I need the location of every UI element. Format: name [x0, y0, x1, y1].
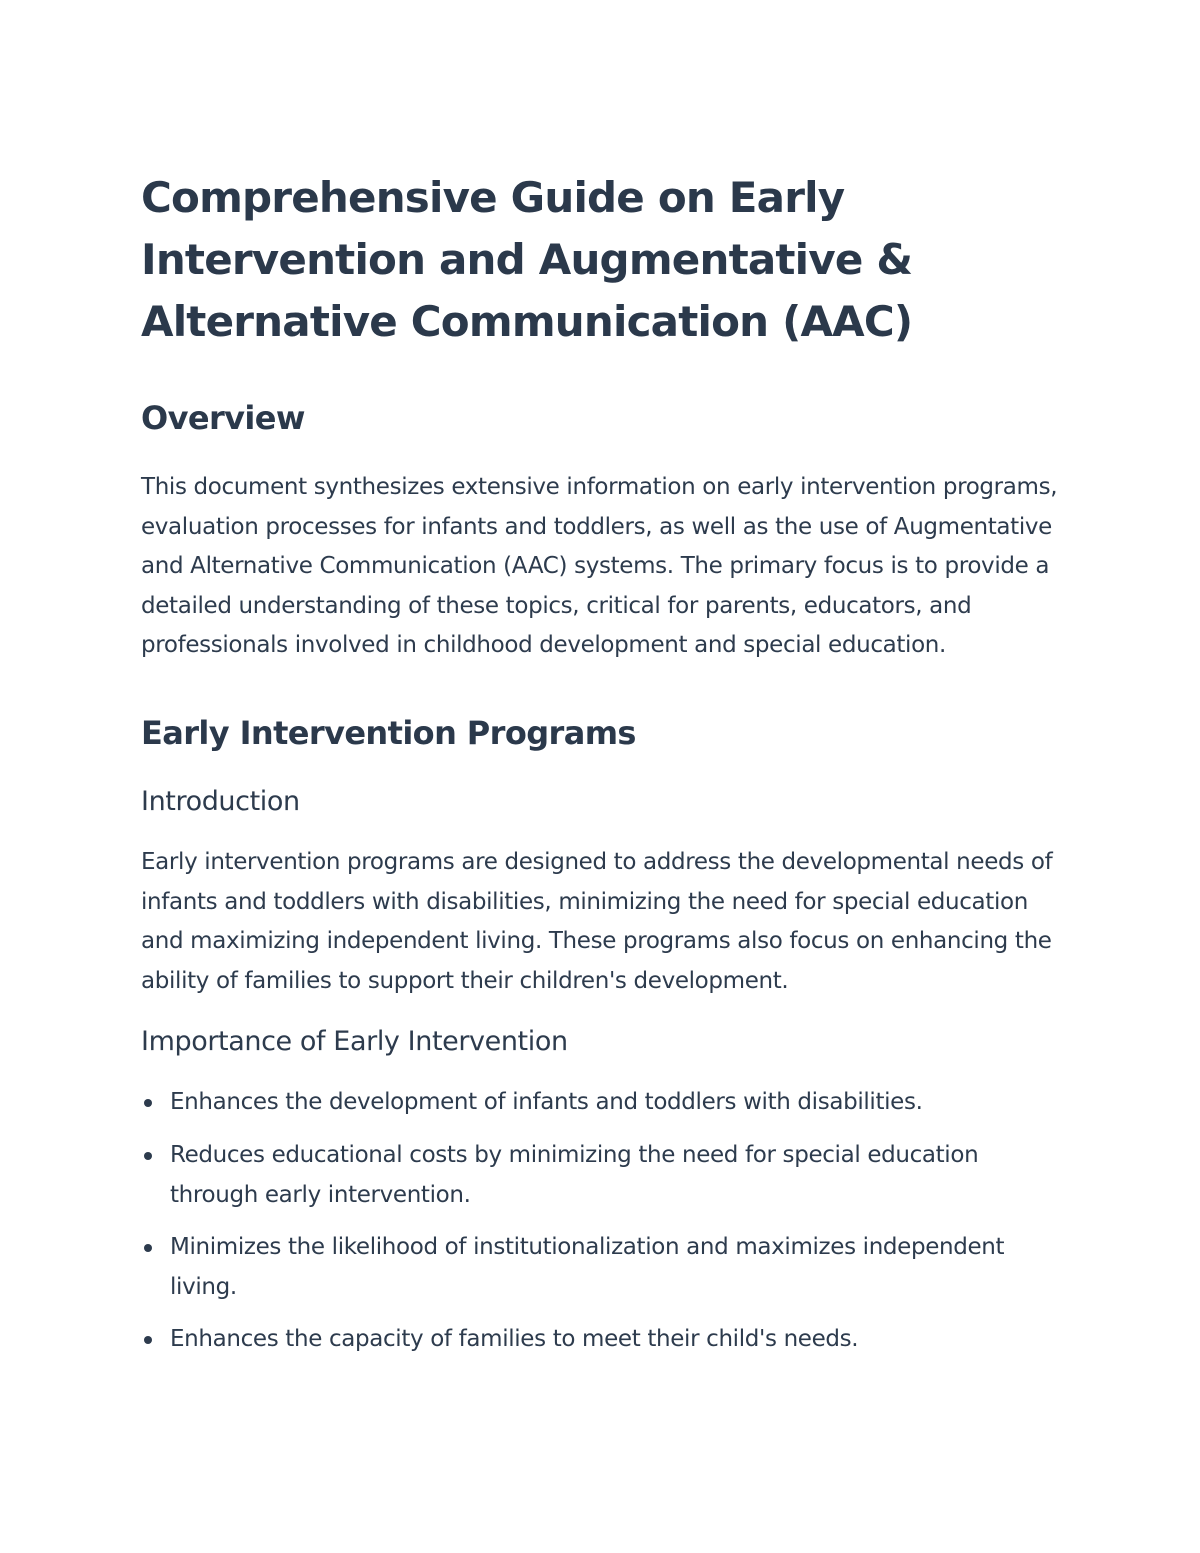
document-title: Comprehensive Guide on Early Intervention and Augmentative & Alternative Communication (AAC)	[141, 173, 913, 346]
list-item	[141, 1228, 1071, 1307]
overview-heading: Overview	[141, 399, 305, 437]
introduction-paragraph: Early intervention programs are designed to address the developmental needs of infants and toddlers with disabilities, minimizing the need for special education and maximizing independent living. These programs also focus on enhancing the ability of families to support their children's development.	[141, 848, 1053, 994]
document-page	[141, 167, 1071, 1373]
importance-heading: Importance of Early Intervention	[141, 1026, 568, 1058]
list-item-text: Enhances the capacity of families to meet their child's needs.	[170, 1326, 859, 1353]
bullet-icon	[144, 1152, 152, 1160]
introduction-heading: Introduction	[141, 785, 300, 817]
bullet-icon	[144, 1336, 152, 1344]
importance-list	[141, 1083, 1071, 1360]
list-item	[141, 1083, 1071, 1123]
bullet-icon	[144, 1244, 152, 1252]
list-item-text: Reduces educational costs by minimizing the need for special education through early intervention.	[170, 1141, 979, 1208]
list-item	[141, 1320, 1071, 1360]
list-item-text: Minimizes the likelihood of institutionalization and maximizes independent living.	[170, 1234, 1005, 1300]
list-item	[141, 1136, 1071, 1215]
overview-paragraph: This document synthesizes extensive information on early intervention programs, evaluation processes for infants and toddlers, as well as the use of Augmentative and Alternative Communication (AAC) systems. The primary focus is to provide a detailed understanding of these topics, critical for parents, educators, and professionals involved in childhood development and special education.	[141, 474, 1058, 659]
early-intervention-heading: Early Intervention Programs	[141, 713, 636, 752]
list-item-text: Enhances the development of infants and toddlers with disabilities.	[170, 1089, 923, 1116]
bullet-icon	[144, 1099, 152, 1107]
